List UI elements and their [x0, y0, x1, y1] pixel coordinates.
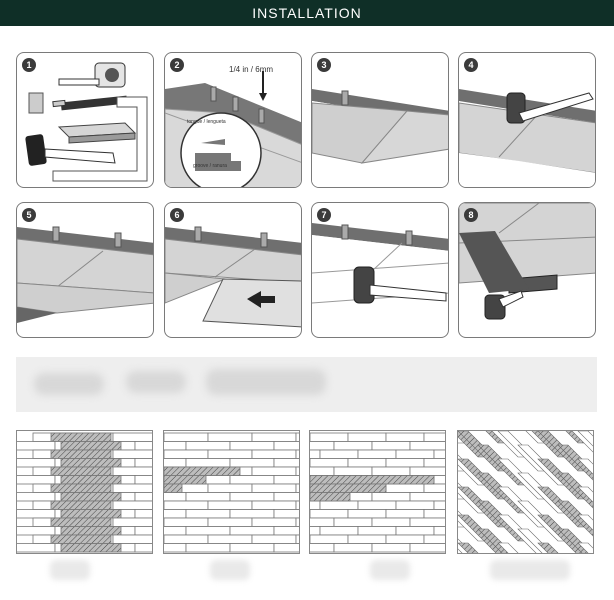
plank: [372, 467, 410, 476]
plank: [310, 459, 348, 468]
plank: [424, 484, 446, 493]
plank: [252, 518, 296, 527]
step-6-number: 6: [170, 208, 184, 222]
plank: [274, 459, 300, 468]
step-5-panel: [16, 202, 154, 338]
plank: [208, 501, 252, 510]
plank: [274, 544, 300, 553]
plank: [164, 518, 208, 527]
plank: [348, 459, 386, 468]
plank: [252, 433, 296, 442]
plank: [296, 518, 300, 527]
plank: [135, 527, 153, 536]
plank: [386, 484, 424, 493]
tools-illustration: [17, 53, 154, 188]
plank: [164, 510, 186, 519]
step-1-number: 1: [22, 58, 36, 72]
step-2-gap-panel: [164, 52, 302, 188]
plank: [434, 450, 446, 459]
plank: [410, 493, 446, 502]
plank: [410, 467, 446, 476]
blurred-caption: [210, 560, 250, 580]
plank: [372, 518, 410, 527]
plank: [424, 459, 446, 468]
plank: [296, 450, 300, 459]
plank: [424, 510, 446, 519]
plank: [61, 442, 121, 451]
plank: [208, 518, 252, 527]
herringbone-planks: [458, 431, 594, 554]
plank: [334, 442, 372, 451]
plank: [230, 442, 274, 451]
last-row-illustration: [459, 203, 596, 338]
plank: [51, 467, 111, 476]
step-8-number: 8: [464, 208, 478, 222]
plank: [230, 476, 274, 485]
step-7-panel: [311, 202, 449, 338]
plank: [372, 442, 410, 451]
plank: [410, 442, 446, 451]
plank: [17, 544, 55, 553]
plank: [348, 433, 386, 442]
plank: [410, 518, 446, 527]
plank: [164, 433, 208, 442]
plank: [396, 501, 434, 510]
plank: [186, 527, 230, 536]
plank: [296, 501, 300, 510]
plank: [208, 484, 252, 493]
plank: [410, 544, 446, 553]
plank: [164, 476, 206, 485]
plank: [310, 467, 334, 476]
plank: [310, 501, 320, 510]
plank: [274, 476, 300, 485]
plank: [296, 433, 300, 442]
header-title: INSTALLATION: [252, 5, 362, 21]
plank: [113, 467, 153, 476]
plank: [208, 450, 252, 459]
plank: [310, 527, 320, 536]
tapping-illustration: [459, 53, 596, 188]
installation-header: [0, 0, 614, 26]
plank: [113, 535, 153, 544]
blurred-banner: [16, 357, 597, 412]
plank: [113, 501, 153, 510]
plank: [51, 450, 111, 459]
plank: [424, 535, 446, 544]
staggered-plank-pattern: [16, 430, 153, 554]
blurred-caption: [490, 560, 570, 580]
plank: [135, 510, 153, 519]
plank: [51, 501, 111, 510]
plank: [252, 535, 296, 544]
step-4-panel: [458, 52, 596, 188]
plank: [17, 527, 55, 536]
plank: [310, 510, 348, 519]
plank: [252, 501, 296, 510]
plank: [51, 433, 111, 442]
plank: [61, 527, 121, 536]
slide-plank-illustration: [165, 203, 302, 338]
blurred-caption: [370, 560, 410, 580]
step-6-panel: [164, 202, 302, 338]
plank: [51, 518, 111, 527]
plank: [51, 535, 111, 544]
plank: [358, 527, 396, 536]
plank: [230, 510, 274, 519]
plank: [164, 459, 186, 468]
tape-measure-icon: [59, 63, 125, 87]
gap-measurement-label: 1/4 in / 6mm: [229, 65, 274, 74]
plank: [310, 433, 348, 442]
plank: [17, 476, 55, 485]
plank: [186, 442, 230, 451]
plank: [372, 493, 410, 502]
step-5-number: 5: [22, 208, 36, 222]
plank: [348, 535, 386, 544]
plank: [396, 527, 434, 536]
step-2-number: 2: [170, 58, 184, 72]
plank: [135, 459, 153, 468]
tongue-label: tongue / lengueta: [187, 119, 226, 125]
blurred-caption: [50, 560, 90, 580]
plank: [310, 442, 334, 451]
tap-joint-illustration: [312, 203, 449, 338]
plank: [274, 493, 300, 502]
plank: [424, 433, 446, 442]
plank: [17, 493, 55, 502]
plank: [396, 450, 434, 459]
random-plank-pattern: [309, 430, 446, 554]
plank: [164, 544, 186, 553]
plank: [61, 544, 121, 553]
offset-plank-pattern: [163, 430, 300, 554]
tapping-block-icon: [59, 123, 135, 143]
plank: [372, 544, 410, 553]
step-7-number: 7: [317, 208, 331, 222]
plank: [358, 450, 396, 459]
plank: [274, 510, 300, 519]
plank: [310, 544, 334, 553]
plank: [164, 450, 208, 459]
herringbone-pattern: [457, 430, 594, 554]
plank: [296, 484, 300, 493]
plank: [135, 544, 153, 553]
step-8-panel: [458, 202, 596, 338]
plank: [310, 518, 334, 527]
plank: [310, 450, 320, 459]
plank: [164, 501, 208, 510]
plank: [61, 459, 121, 468]
plank: [164, 493, 186, 502]
plank: [17, 442, 55, 451]
plank: [296, 467, 300, 476]
plank: [164, 535, 208, 544]
first-row-illustration: [312, 53, 449, 188]
step-3-number: 3: [317, 58, 331, 72]
step-1-tools-panel: [16, 52, 154, 188]
plank: [135, 442, 153, 451]
second-row-illustration: [17, 203, 154, 338]
plank: [164, 442, 186, 451]
plank: [135, 476, 153, 485]
plank: [17, 459, 55, 468]
plank: [348, 510, 386, 519]
plank: [230, 459, 274, 468]
plank: [310, 535, 348, 544]
plank: [230, 493, 274, 502]
plank: [310, 476, 434, 485]
plank: [230, 544, 274, 553]
plank: [186, 493, 230, 502]
plank: [164, 484, 182, 493]
plank: [334, 518, 372, 527]
plank: [320, 501, 358, 510]
plank: [113, 484, 153, 493]
plank: [274, 527, 300, 536]
plank: [386, 459, 424, 468]
plank: [135, 493, 153, 502]
plank: [51, 484, 111, 493]
plank: [386, 535, 424, 544]
plank: [434, 501, 446, 510]
plank: [113, 450, 153, 459]
plank: [61, 510, 121, 519]
groove-label: groove / ranura: [193, 163, 227, 169]
plank: [320, 450, 358, 459]
utility-knife-icon: [53, 96, 127, 111]
step-4-number: 4: [464, 58, 478, 72]
plank: [252, 484, 296, 493]
plank: [17, 510, 55, 519]
plank: [434, 527, 446, 536]
plank: [252, 450, 296, 459]
plank: [296, 535, 300, 544]
plank: [274, 442, 300, 451]
plank: [186, 510, 230, 519]
plank: [386, 510, 424, 519]
plank: [320, 527, 358, 536]
step-3-panel: [311, 52, 449, 188]
plank: [358, 501, 396, 510]
plank: [164, 527, 186, 536]
plank: [334, 544, 372, 553]
pencil-icon: [29, 93, 43, 113]
plank: [186, 544, 230, 553]
plank: [61, 476, 121, 485]
plank: [208, 535, 252, 544]
plank: [434, 476, 446, 485]
plank: [61, 493, 121, 502]
plank: [208, 433, 252, 442]
plank: [252, 467, 296, 476]
plank: [310, 493, 350, 502]
plank: [113, 433, 153, 442]
plank: [334, 467, 372, 476]
plank: [310, 484, 386, 493]
plank: [113, 518, 153, 527]
plank: [386, 433, 424, 442]
plank: [230, 527, 274, 536]
mallet-icon: [485, 291, 523, 319]
plank: [164, 467, 240, 476]
plank: [186, 459, 230, 468]
